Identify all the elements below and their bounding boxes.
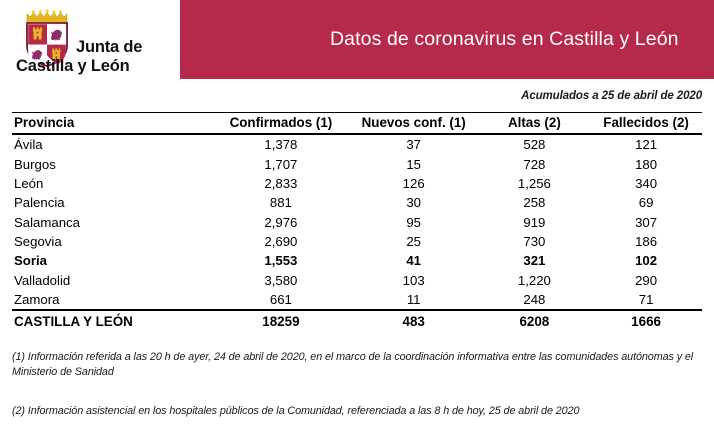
cell-nuevos: 95 — [406, 214, 422, 230]
table-row — [12, 174, 702, 193]
cell-nuevos: 30 — [406, 195, 422, 211]
total-cell-confirmados: 18259 — [262, 314, 300, 330]
cell-confirmados: 1,553 — [264, 253, 298, 269]
cell-fallecidos: 307 — [635, 214, 658, 230]
cell-provincia: Zamora — [14, 292, 60, 308]
logo-text — [14, 38, 180, 76]
table-header — [12, 113, 702, 135]
cell-altas: 919 — [523, 214, 546, 230]
cell-confirmados: 2,833 — [264, 175, 298, 191]
cell-confirmados: 3,580 — [264, 272, 298, 288]
cell-fallecidos: 180 — [635, 156, 658, 172]
cell-altas: 728 — [523, 156, 546, 172]
table-row — [12, 271, 702, 290]
cell-provincia: Burgos — [14, 156, 56, 172]
column-header-nuevos: Nuevos conf. (1) — [361, 115, 466, 130]
cell-fallecidos: 340 — [635, 175, 658, 191]
cell-nuevos: 25 — [406, 234, 422, 250]
cell-confirmados: 881 — [269, 195, 292, 211]
table-row — [12, 232, 702, 251]
footnote-2: (2) Información asistencial en los hospitales públicos de la Comunidad, referenciada a las 8 h de hoy, 25 de abril de 2020 — [12, 405, 580, 417]
cell-confirmados: 2,690 — [264, 234, 298, 250]
table-row — [12, 290, 702, 310]
cell-provincia: Ávila — [14, 137, 43, 153]
title-banner — [180, 0, 714, 79]
column-header-fallecidos: Fallecidos (2) — [603, 115, 689, 130]
table-body — [12, 134, 702, 332]
table-row — [12, 193, 702, 212]
cell-confirmados: 2,976 — [264, 214, 298, 230]
cell-altas: 1,256 — [517, 175, 551, 191]
cell-nuevos: 37 — [406, 137, 422, 153]
column-header-provincia: Provincia — [14, 115, 75, 130]
cell-provincia: Valladolid — [14, 272, 71, 288]
cell-fallecidos: 290 — [635, 272, 658, 288]
table-row — [12, 213, 702, 232]
footnote-1: (1) Información referida a las 20 h de ayer, 24 de abril de 2020, en el marco de la coordinación informativa entre las comunidades autónomas y el Ministerio de Sanidad — [12, 351, 694, 378]
cell-nuevos: 11 — [406, 292, 421, 308]
cell-confirmados: 1,378 — [264, 137, 298, 153]
total-cell-altas: 6208 — [519, 314, 550, 330]
column-header-confirmados: Confirmados (1) — [229, 115, 333, 130]
cell-nuevos: 41 — [406, 253, 422, 269]
cell-provincia: Palencia — [14, 195, 65, 211]
table-row — [12, 134, 702, 154]
cell-provincia: Soria — [14, 253, 47, 269]
cell-nuevos: 126 — [402, 175, 425, 191]
cell-provincia: León — [14, 175, 44, 191]
page-header — [0, 0, 714, 80]
cell-nuevos: 103 — [402, 272, 425, 288]
logo-line-1: Junta de — [76, 38, 143, 56]
cell-nuevos: 15 — [406, 156, 422, 172]
cell-fallecidos: 102 — [635, 253, 658, 269]
cell-altas: 321 — [523, 253, 546, 269]
cell-altas: 248 — [523, 292, 546, 308]
cell-fallecidos: 121 — [635, 137, 658, 153]
cell-fallecidos: 186 — [635, 234, 658, 250]
table-total-row — [12, 310, 702, 332]
cell-fallecidos: 71 — [638, 292, 654, 308]
cell-provincia: Salamanca — [14, 214, 80, 230]
total-cell-provincia: CASTILLA Y LEÓN — [14, 314, 133, 330]
cell-confirmados: 1,707 — [264, 156, 298, 172]
cell-altas: 528 — [523, 137, 546, 153]
cell-altas: 1,220 — [517, 272, 551, 288]
total-cell-nuevos: 483 — [402, 314, 425, 330]
cell-altas: 730 — [523, 234, 546, 250]
covid-data-table — [12, 112, 702, 332]
table-row — [12, 251, 702, 270]
table-row — [12, 154, 702, 173]
data-table-container — [12, 112, 702, 332]
cell-provincia: Segovia — [14, 234, 62, 250]
page-title: Datos de coronavirus en Castilla y León — [330, 28, 679, 50]
institution-logo — [14, 4, 180, 76]
logo-line-2: Castilla y León — [16, 57, 130, 75]
accumulated-date-label: Acumulados a 25 de abril de 2020 — [521, 90, 702, 102]
table-header-row — [12, 113, 702, 135]
total-cell-fallecidos: 1666 — [631, 314, 661, 330]
cell-fallecidos: 69 — [638, 195, 654, 211]
column-header-altas: Altas (2) — [507, 115, 561, 130]
cell-altas: 258 — [523, 195, 546, 211]
cell-confirmados: 661 — [269, 292, 292, 308]
